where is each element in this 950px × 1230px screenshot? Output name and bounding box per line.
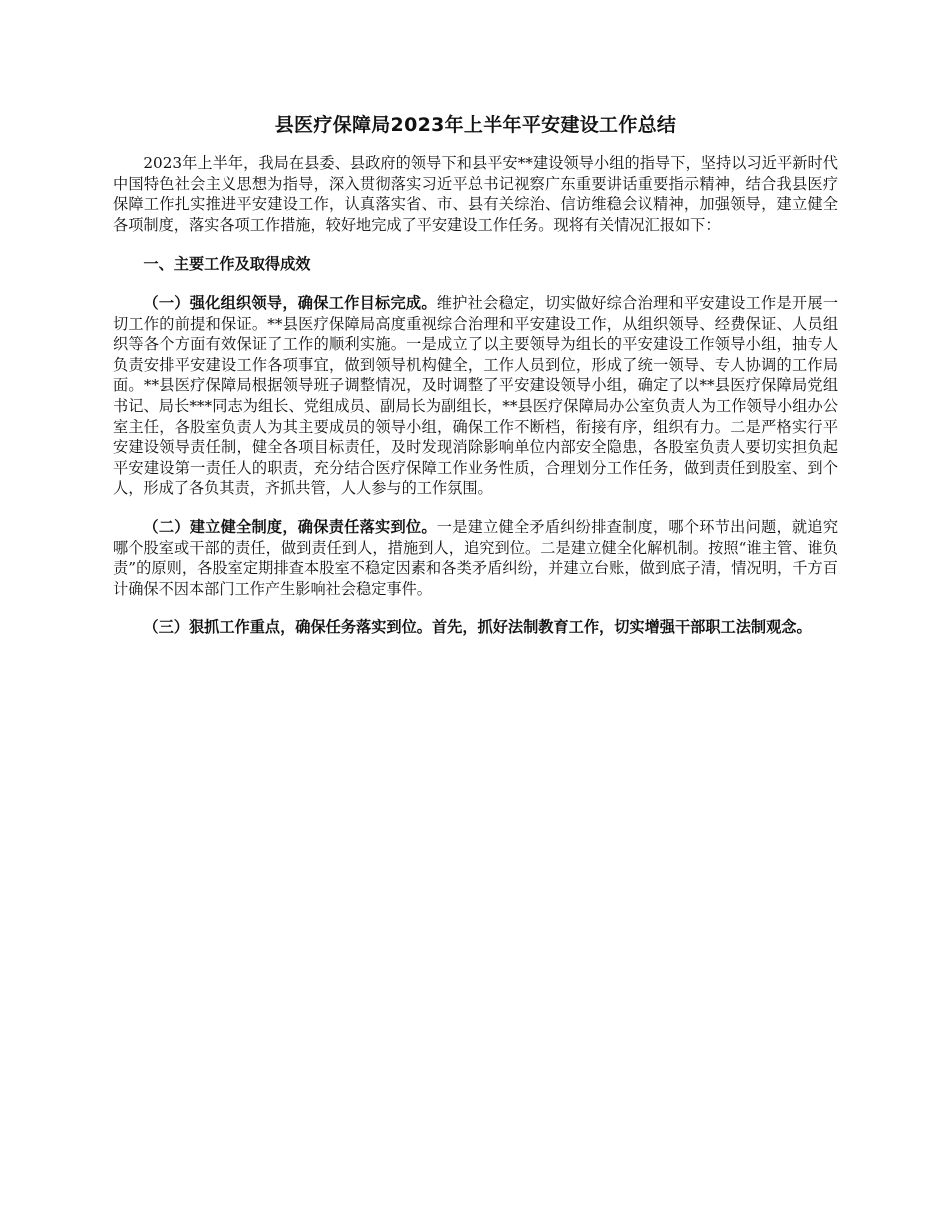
- document-title: 县医疗保障局2023年上半年平安建设工作总结: [274, 114, 677, 136]
- paragraph-organization-leadership: [113, 293, 838, 499]
- section-heading-main-work: 一、主要工作及取得成效: [143, 255, 311, 274]
- paragraph-system-responsibility: [113, 517, 838, 599]
- subsection-title-organization-leadership: （一）强化组织领导，确保工作目标完成。: [143, 293, 437, 312]
- subsection-title-system-responsibility: （二）建立健全制度，确保责任落实到位。: [143, 517, 437, 536]
- intro-paragraph: 2023年上半年，我局在县委、县政府的领导下和县平安**建设领导小组的指导下，坚持以习近平新时代中国特色社会主义思想为指导，深入贯彻落实习近平总书记视察广东重要讲话重要指示精神，结合我县医疗保障工作扎实推进平安建设工作，认真落实省、市、县有关综治、信访维稳会议精神，加强领导，建立健全各项制度，落实各项工作措施，较好地完成了平安建设工作任务。现将有关情况汇报如下：: [113, 154, 838, 234]
- paragraph-work-priorities: （三）狠抓工作重点，确保任务落实到位。首先，抓好法制教育工作，切实增强干部职工法制观念。: [143, 618, 812, 637]
- paragraph-body-organization-leadership: 维护社会稳定，切实做好综合治理和平安建设工作是开展一切工作的前提和保证。**县医疗保障局高度重视综合治理和平安建设工作，从组织领导、经费保证、人员组织等各个方面有效保证了工作的顺利实施。一是成立了以主要领导为组长的平安建设工作领导小组，抽专人负责安排平安建设工作各项事宜，做到领导机构健全，工作人员到位，形成了统一领导、专人协调的工作局面。**县医疗保障局根据领导班子调整情况，及时调整了平安建设领导小组，确定了以**县医疗保障局党组书记、局长***同志为组长、党组成员、副局长为副组长，**县医疗保障局办公室负责人为工作领导小组办公室主任，各股室负责人为其主要成员的领导小组，确保工作不断档，衔接有序，组织有力。二是严格实行平安建设领导责任制，健全各项目标责任，及时发现消除影响单位内部安全隐患，各股室负责人要切实担负起平安建设第一责任人的职责，充分结合医疗保障工作业务性质，合理划分工作任务，做到责任到股室、到个人，形成了各负其责，齐抓共管，人人参与的工作氛围。: [113, 293, 839, 498]
- document-page: [113, 112, 838, 656]
- paragraph-body-system-responsibility: 一是建立健全矛盾纠纷排查制度，哪个环节出问题，就追究哪个股室或干部的责任，做到责任到人，措施到人，追究到位。二是建立健全化解机制。按照“谁主管、谁负责”的原则，各股室定期排查本股室不稳定因素和各类矛盾纠纷，并建立台账，做到底子清，情况明，千方百计确保不因本部门工作产生影响社会稳定事件。: [113, 517, 839, 598]
